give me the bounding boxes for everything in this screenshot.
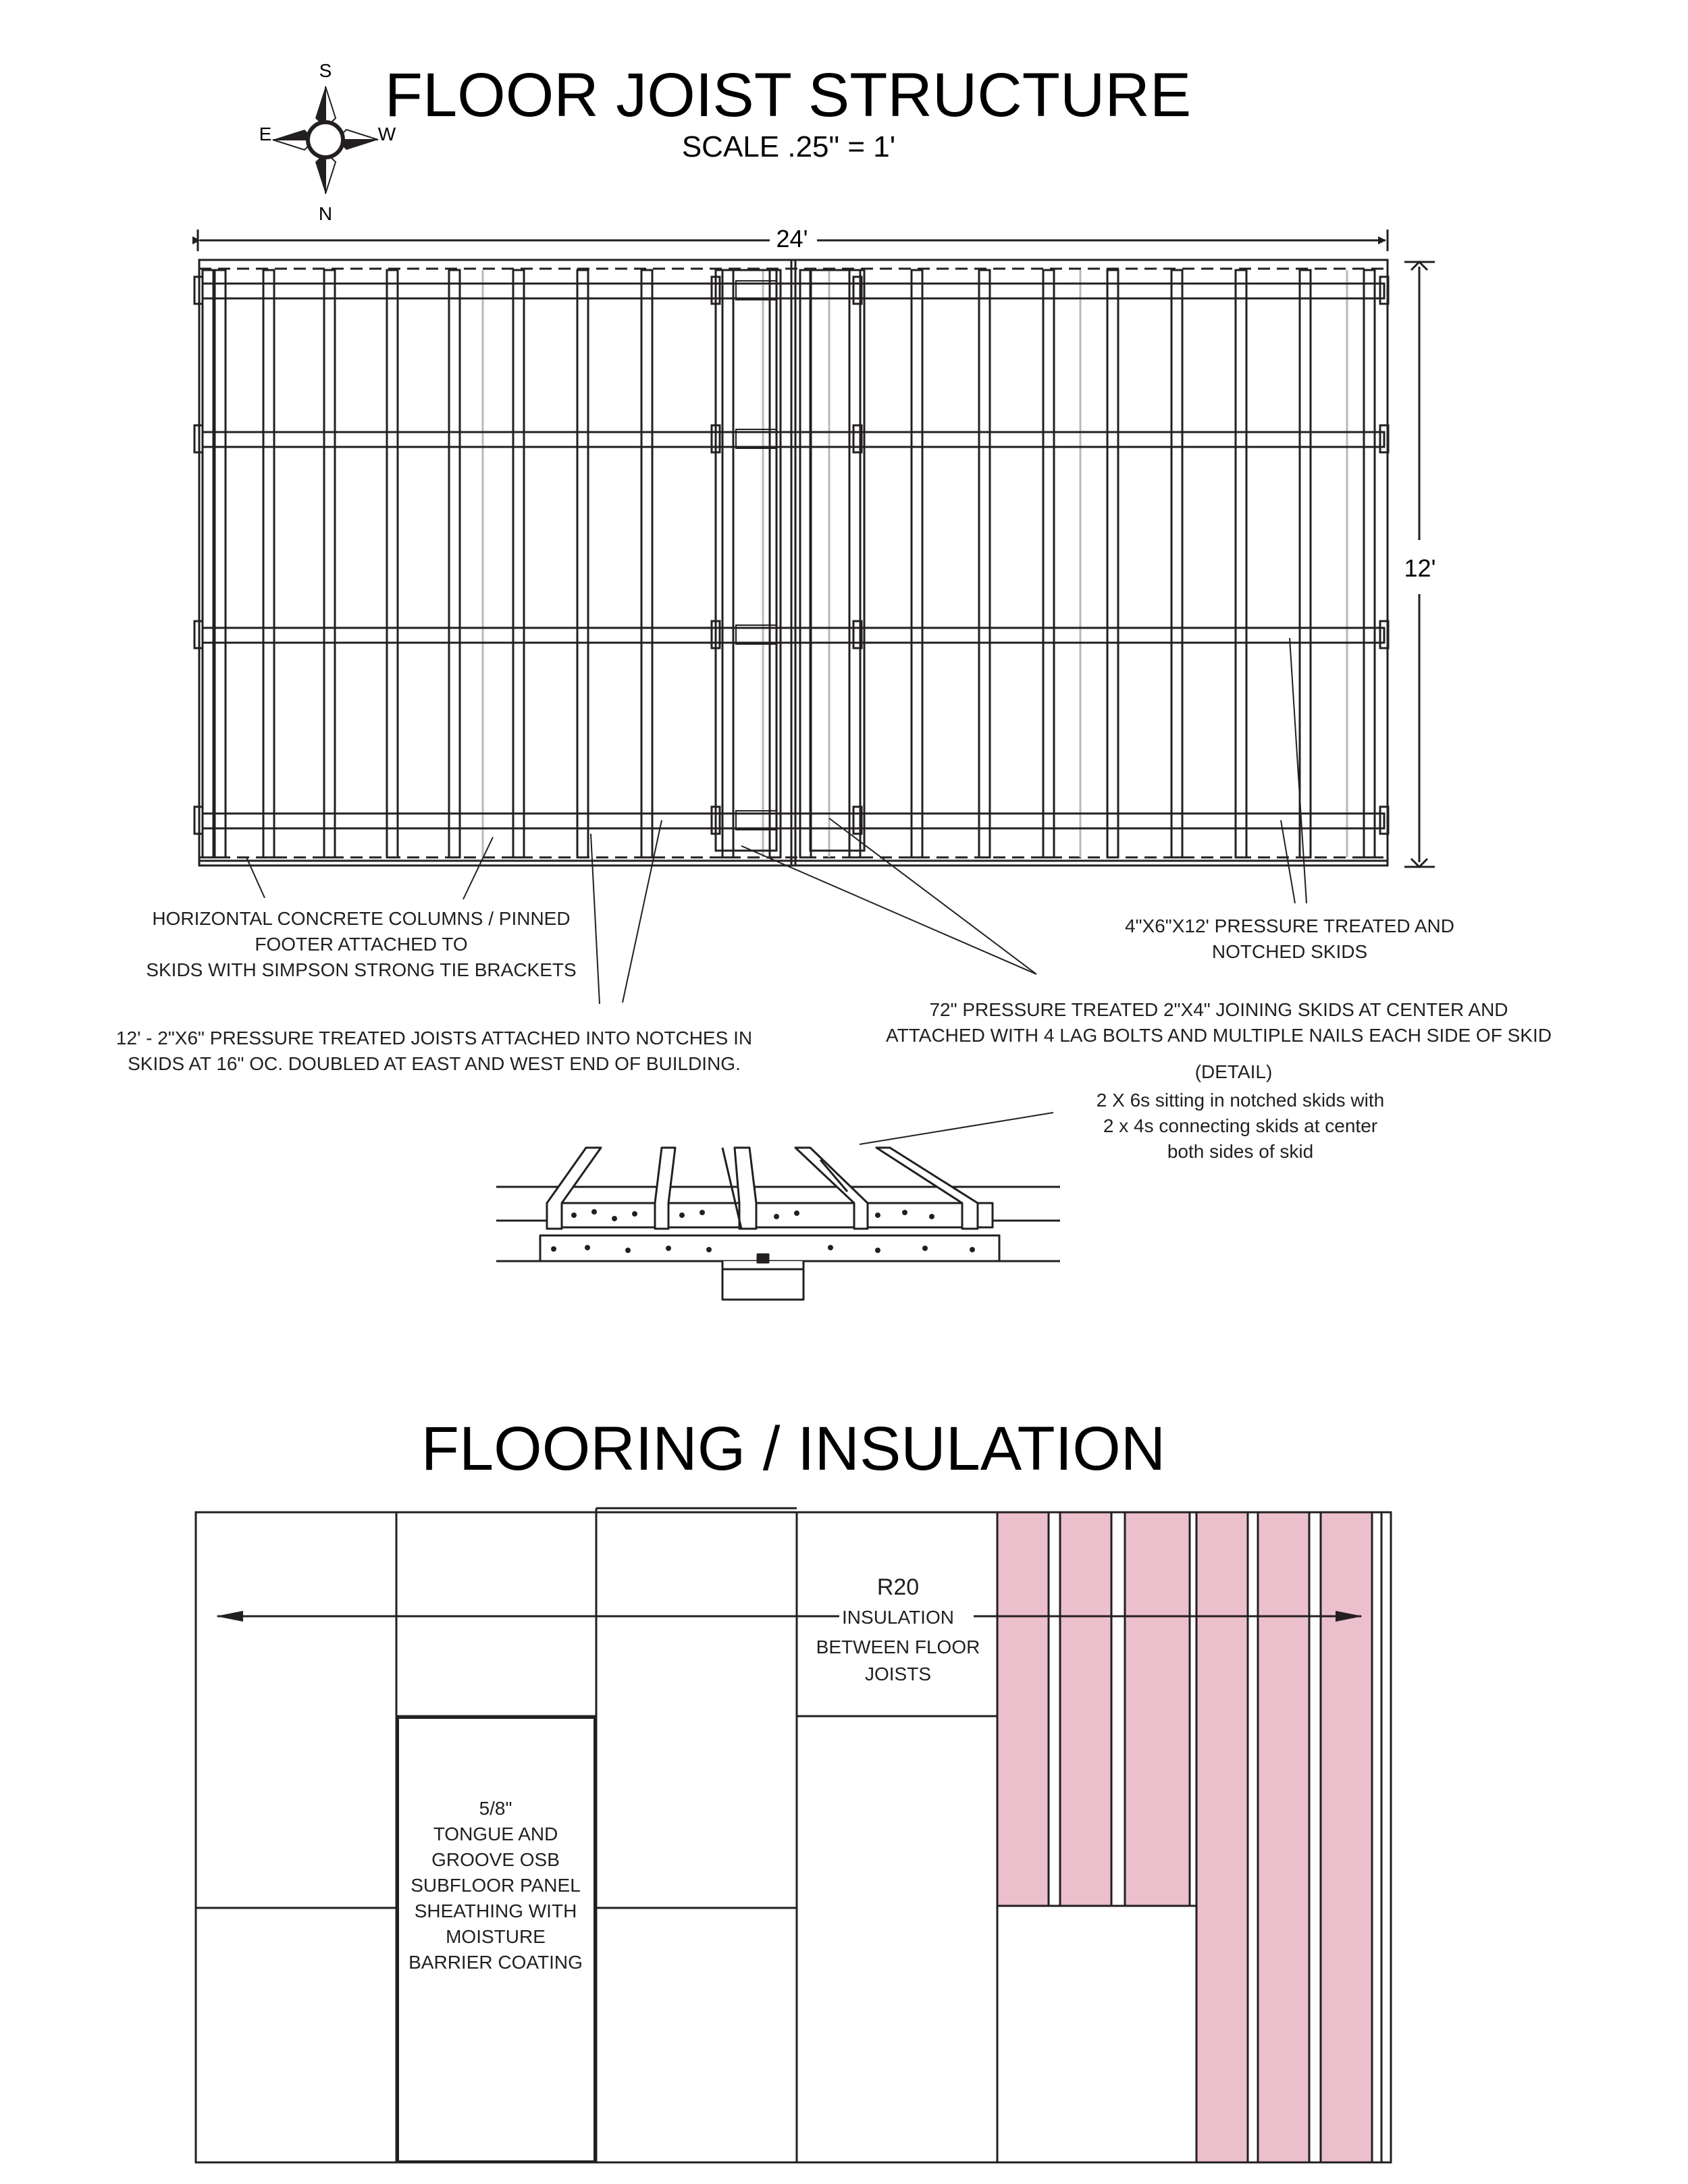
joist-20 — [1300, 270, 1311, 857]
skids-callout-line2: NOTCHED SKIDS — [1211, 941, 1368, 962]
joist-21 — [1364, 270, 1375, 857]
nail-16 — [706, 1247, 712, 1252]
insulation-bands — [997, 1512, 1372, 2162]
osb-label-line2: TONGUE AND — [433, 1823, 558, 1844]
joist-7 — [513, 270, 524, 857]
joist-11 — [770, 270, 781, 857]
columns-callout-line1: HORIZONTAL CONCRETE COLUMNS / PINNED — [152, 908, 571, 929]
nail-20 — [970, 1247, 975, 1252]
skids-callout-line1: 4"X6"X12' PRESSURE TREATED AND — [1125, 915, 1454, 936]
joist-15 — [979, 270, 990, 857]
osb-label-line4: SUBFLOOR PANEL — [411, 1875, 581, 1896]
joist-17 — [1107, 270, 1118, 857]
joist-4 — [324, 270, 335, 857]
joists-callout-line1: 12' - 2"X6" PRESSURE TREATED JOISTS ATTACHED INTO NOTCHES IN — [115, 1028, 753, 1048]
insulation-label-line2: BETWEEN FLOOR — [816, 1636, 980, 1657]
nail-12 — [551, 1246, 556, 1252]
compass-e-label: E — [259, 124, 272, 144]
osb-label-line3: GROOVE OSB — [431, 1849, 560, 1870]
detail-callout-line2: 2 x 4s connecting skids at center — [1103, 1115, 1378, 1136]
nail-8 — [794, 1210, 799, 1216]
nail-5 — [679, 1213, 685, 1218]
joist-1 — [203, 270, 213, 857]
compass-w-label: W — [377, 124, 396, 144]
height-dimension-label: 12' — [1404, 554, 1436, 582]
joining-callout-line1: 72" PRESSURE TREATED 2"X4" JOINING SKIDS AT CENTER AND — [929, 999, 1508, 1020]
joist-16 — [1043, 270, 1054, 857]
width-dimension-label: 24' — [776, 225, 808, 252]
joist-19 — [1236, 270, 1246, 857]
skid-1 — [203, 284, 1384, 298]
skids-group — [203, 284, 1384, 828]
compass-n-label: N — [318, 203, 333, 224]
detail-label: (DETAIL) — [1194, 1061, 1273, 1082]
joist-13 — [849, 270, 860, 857]
nail-13 — [585, 1245, 590, 1250]
nail-1 — [571, 1213, 577, 1218]
flooring-title: FLOORING / INSULATION — [421, 1414, 1166, 1483]
joist-8 — [577, 270, 588, 857]
nail-3 — [612, 1216, 617, 1221]
nail-9 — [875, 1213, 880, 1218]
detail-callout-line3: both sides of skid — [1167, 1141, 1314, 1162]
joists-group — [203, 270, 1375, 857]
nail-11 — [929, 1214, 934, 1219]
joist-5 — [387, 270, 398, 857]
nail-10 — [902, 1210, 907, 1215]
skid-4 — [203, 814, 1384, 828]
compass-s-label: S — [319, 60, 332, 81]
nail-17 — [828, 1245, 833, 1250]
nail-7 — [774, 1214, 779, 1219]
skid-3 — [203, 628, 1384, 643]
compass-icon — [273, 86, 378, 194]
joist-10 — [722, 270, 733, 857]
nail-2 — [591, 1209, 597, 1215]
nail-19 — [922, 1246, 928, 1251]
insulation-label-line3: JOISTS — [864, 1663, 932, 1684]
nail-18 — [875, 1248, 880, 1253]
joist-9 — [641, 270, 652, 857]
osb-label-line7: BARRIER COATING — [408, 1952, 583, 1973]
nail-4 — [632, 1211, 637, 1217]
osb-label-line1: 5/8" — [479, 1798, 512, 1819]
detail-callout-line1: 2 X 6s sitting in notched skids with — [1096, 1090, 1385, 1111]
insulation-label-line1: INSULATION — [842, 1607, 954, 1628]
nail-14 — [625, 1248, 631, 1253]
joist-18 — [1171, 270, 1182, 857]
columns-callout-line2: FOOTER ATTACHED TO — [255, 934, 468, 955]
joist-3 — [263, 270, 274, 857]
joist-frame — [199, 260, 1388, 865]
skid-2 — [203, 432, 1384, 447]
r20-label: R20 — [876, 1574, 920, 1600]
structure-title: FLOOR JOIST STRUCTURE — [384, 61, 1192, 130]
columns-callout-line3: SKIDS WITH SIMPSON STRONG TIE BRACKETS — [146, 959, 577, 980]
nail-15 — [666, 1246, 671, 1251]
joists-callout-line2: SKIDS AT 16" OC. DOUBLED AT EAST AND WEST END OF BUILDING. — [128, 1053, 741, 1074]
joist-2 — [215, 270, 226, 857]
nail-6 — [700, 1210, 705, 1215]
detail-sketch — [496, 1148, 1060, 1300]
joist-6 — [449, 270, 460, 857]
joining-callout-line2: ATTACHED WITH 4 LAG BOLTS AND MULTIPLE NAILS EACH SIDE OF SKID — [886, 1025, 1552, 1046]
osb-label-line5: SHEATHING WITH — [414, 1900, 577, 1921]
scale-text: SCALE .25" = 1' — [681, 130, 896, 163]
osb-label-line6: MOISTURE — [446, 1926, 546, 1947]
joist-14 — [912, 270, 922, 857]
